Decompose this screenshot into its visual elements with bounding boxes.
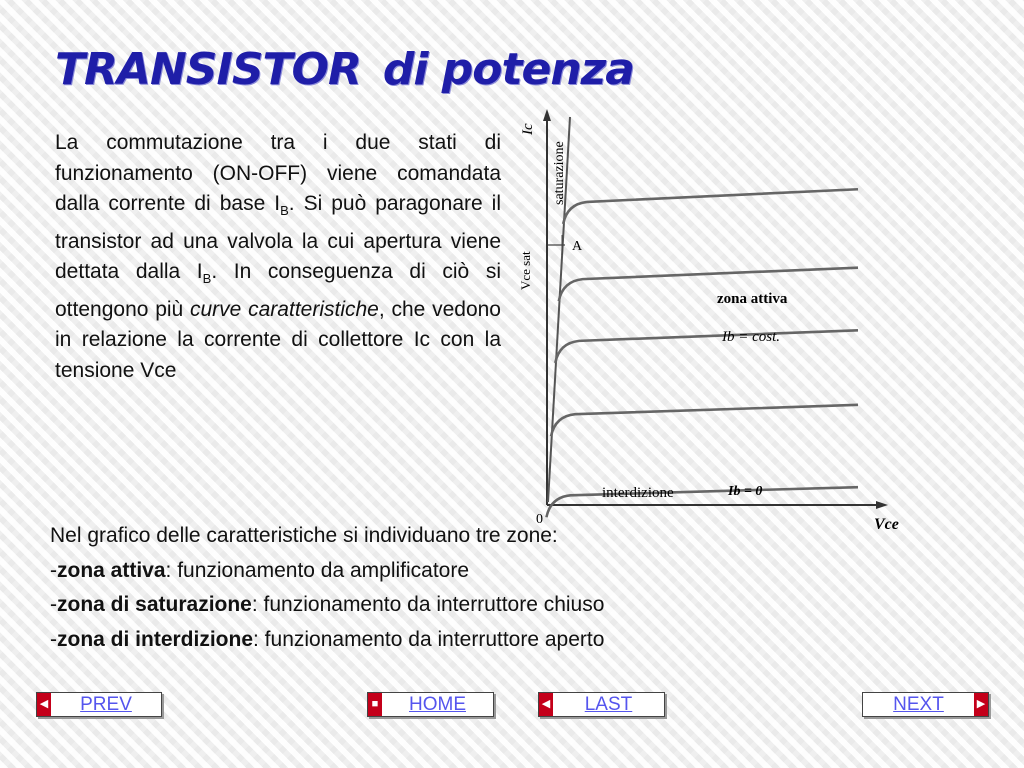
paragraph-text: . Si può paragonare il transistor ad una valvola la cui apertura viene dettata dalla I (55, 192, 501, 284)
curve-group (546, 189, 858, 517)
prev-label: PREV (80, 694, 132, 715)
arrow-left-icon: ◀ (37, 693, 51, 716)
zone-term: zona attiva (57, 558, 166, 582)
title-main: TRANSISTOR (55, 44, 361, 95)
y-axis-label: Ic (520, 123, 536, 135)
zone-term: zona di interdizione (57, 627, 254, 651)
intro-paragraph (55, 128, 501, 386)
zone-cutoff (50, 623, 830, 658)
zones-intro: Nel grafico delle caratteristiche si individuano tre zone: (50, 524, 558, 547)
point-a-label: A (572, 239, 583, 254)
paragraph-text: La commutazione tra i due stati di funzionamento (ON-OFF) viene comandata dalla corrente di base I (55, 131, 501, 215)
ib-curve-1 (563, 189, 858, 224)
home-label: HOME (409, 694, 466, 715)
zone-prefix: - (50, 593, 57, 616)
ib-curve-3 (555, 330, 858, 363)
characteristic-curves-chart (510, 105, 920, 535)
paragraph-text: . In conseguenza di ciò si ottengono più (55, 260, 502, 321)
next-button[interactable] (862, 692, 989, 717)
active-zone-label: zona attiva (717, 291, 788, 307)
subscript-b: B (280, 203, 289, 219)
x-axis-label: Vce (874, 516, 899, 533)
ib-const-label: Ib = cost. (722, 329, 781, 345)
page-title (55, 44, 634, 95)
zones-list (50, 519, 830, 657)
zone-desc: : funzionamento da amplificatore (165, 558, 470, 582)
paragraph-text: , che vedono in relazione la corrente di collettore Ic con la tensione Vce (55, 297, 501, 382)
prev-button[interactable] (36, 692, 162, 717)
ib-curve-2 (559, 268, 858, 301)
next-label: NEXT (893, 694, 944, 715)
square-icon: ■ (368, 693, 382, 716)
cutoff-label: interdizione (602, 485, 674, 501)
saturation-label: saturazione (552, 141, 567, 205)
vce-sat-label: Vce sat (518, 251, 533, 290)
ib-curve-4 (551, 405, 858, 436)
last-label: LAST (584, 694, 633, 715)
ib-curve-5 (546, 487, 858, 517)
arrow-right-icon: ▶ (974, 693, 988, 716)
title-sub: di potenza (382, 44, 634, 95)
last-button[interactable] (538, 692, 665, 717)
x-axis-arrow (876, 501, 888, 509)
zone-prefix: - (50, 558, 57, 582)
y-axis-arrow (543, 109, 551, 121)
zone-desc: : funzionamento da interruttore aperto (253, 627, 605, 651)
zone-active (50, 554, 830, 589)
arrow-left-icon: ◀ (539, 693, 553, 716)
home-button[interactable] (367, 692, 494, 717)
zone-term: zona di saturazione (57, 593, 252, 616)
zone-desc: : funzionamento da interruttore chiuso (251, 593, 605, 616)
subscript-b: B (202, 271, 212, 287)
zone-prefix: - (50, 627, 57, 651)
ib-zero-label: Ib = 0 (728, 484, 763, 499)
origin-label: 0 (536, 512, 543, 527)
paragraph-italic: curve caratteristiche (190, 297, 379, 321)
zone-saturation (50, 588, 830, 623)
